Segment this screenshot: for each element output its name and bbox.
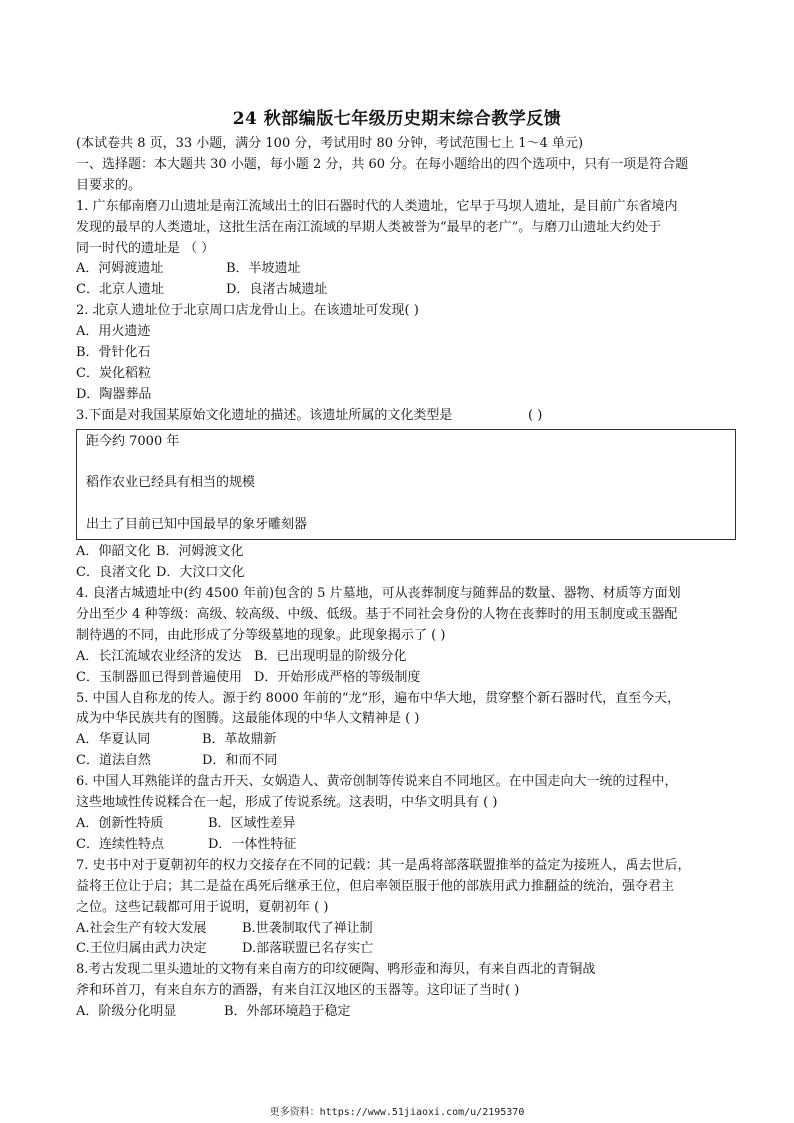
question-stem-line: 之位。这些记载都可用于说明，夏朝初年 ( ) bbox=[76, 899, 329, 915]
option-row bbox=[76, 668, 736, 689]
question-stem-line: 6. 中国人耳熟能详的盘古开天、女娲造人、黄帝创制等传说来自不同地区。在中国走向大一统的过程中， bbox=[76, 774, 678, 790]
option-b[interactable]: B．区域性差异 bbox=[208, 815, 296, 831]
box-line: 距今约 7000 年 bbox=[86, 433, 180, 449]
page-title: 24 秋部编版七年级历史期末综合教学反馈 bbox=[232, 109, 562, 129]
question-stem-line: 分出至少 4 种等级：高级、较高级、中级、低级。基于不同社会身份的人物在丧葬时的用玉制度或玉器配 bbox=[76, 606, 678, 622]
option-row bbox=[76, 280, 736, 301]
option-a[interactable]: A．长江流域农业经济的发达 bbox=[76, 648, 242, 664]
question-8 bbox=[76, 960, 736, 1023]
option-b[interactable]: B．外部环境趋于稳定 bbox=[224, 1004, 351, 1020]
answer-parenthesis: ( ) bbox=[528, 407, 543, 423]
question-2 bbox=[76, 301, 736, 406]
option-row bbox=[76, 542, 736, 563]
option-d[interactable]: D.部落联盟已名存实亡 bbox=[242, 941, 374, 957]
question-stem-line: 8.考古发现二里头遗址的文物有来自南方的印纹硬陶、鸭形壶和海贝，有来自西北的青铜战 bbox=[76, 962, 596, 978]
question-6 bbox=[76, 772, 736, 856]
option-b[interactable]: B.世袭制取代了禅让制 bbox=[242, 920, 373, 936]
question-stem-line: 5. 中国人自称龙的传人。源于约 8000 年前的“龙”形，遍布中华大地，贯穿整个新石器时代，直至今天， bbox=[76, 690, 681, 706]
option-row bbox=[76, 814, 736, 835]
option-d[interactable]: D．一体性特征 bbox=[208, 836, 297, 852]
option-a[interactable]: A．创新性特质 bbox=[76, 815, 164, 831]
exam-intro: (本试卷共 8 页，33 小题，满分 100 分，考试用时 80 分钟，考试范围七上 1～4 单元) bbox=[76, 136, 584, 151]
question-stem-line bbox=[76, 406, 736, 427]
option-d[interactable]: D．开始形成严格的等级制度 bbox=[254, 669, 421, 685]
option-a[interactable]: A．用火遗迹 bbox=[76, 324, 151, 340]
option-row bbox=[76, 939, 736, 960]
option-c[interactable]: C．炭化稻粒 bbox=[76, 365, 151, 381]
question-stem-line: 制待遇的不同，由此形成了分等级墓地的现象。此现象揭示了 ( ) bbox=[76, 627, 446, 643]
question-4 bbox=[76, 584, 736, 689]
question-stem-line: 1. 广东郁南磨刀山遗址是南江流域出土的旧石器时代的人类遗址，它早于马坝人遗址，是目前广东省境内 bbox=[76, 198, 678, 214]
question-7 bbox=[76, 856, 736, 961]
question-1 bbox=[76, 197, 736, 302]
question-stem-line: 斧和环首刀，有来自东方的酒器，有来自江汉地区的玉器等。这印证了当时( ) bbox=[76, 983, 520, 999]
question-5 bbox=[76, 689, 736, 773]
option-b[interactable]: B．骨针化石 bbox=[76, 345, 151, 361]
box-line: 出土了目前已知中国最早的象牙雕刻器 bbox=[86, 517, 308, 533]
question-stem-line: 成为中华民族共有的图腾。这最能体现的中华人文精神是 ( ) bbox=[76, 711, 420, 727]
option-a[interactable]: A．阶级分化明显 bbox=[76, 1004, 177, 1020]
question-stem-line: 7. 史书中对于夏朝初年的权力交接存在不同的记载：其一是禹将部落联盟推举的益定为接班人，禹去世后， bbox=[76, 857, 691, 873]
question-stem-line: 益将王位让于启；其二是益在禹死后继承王位，但启率领臣服于他的部族用武力推翻益的统治，强夺君主 bbox=[76, 878, 675, 894]
option-c[interactable]: C.王位归属由武力决定 bbox=[76, 941, 207, 957]
option-a[interactable]: A．仰韶文化 bbox=[76, 544, 151, 560]
box-line: 稻作农业已经具有相当的规模 bbox=[86, 475, 256, 491]
option-a[interactable]: A．华夏认同 bbox=[76, 732, 151, 748]
option-row bbox=[76, 751, 736, 772]
option-a[interactable]: A.社会生产有较大发展 bbox=[76, 920, 207, 936]
option-d[interactable]: D．陶器葬品 bbox=[76, 386, 152, 402]
option-row bbox=[76, 1002, 736, 1023]
question-stem-line: 同一时代的遗址是 （ ） bbox=[76, 240, 215, 256]
option-d[interactable]: D．良渚古城遗址 bbox=[226, 282, 328, 298]
option-b[interactable]: B．半坡遗址 bbox=[226, 261, 301, 277]
option-c[interactable]: C．北京人遗址 bbox=[76, 282, 164, 298]
option-row bbox=[76, 647, 736, 668]
option-c[interactable]: C．玉制器皿已得到普遍使用 bbox=[76, 669, 242, 685]
footer-source-link[interactable]: 更多资料：https://www.51jiaoxi.com/u/2195370 bbox=[269, 1107, 525, 1118]
option-b[interactable]: B．革故鼎新 bbox=[202, 732, 277, 748]
option-row bbox=[76, 563, 736, 584]
option-a[interactable]: A．河姆渡遗址 bbox=[76, 261, 164, 277]
question-stem-line: 2. 北京人遗址位于北京周口店龙骨山上。在该遗址可发现( ) bbox=[76, 303, 419, 319]
option-c[interactable]: C．连续性特点 bbox=[76, 836, 164, 852]
question-3 bbox=[76, 406, 736, 584]
option-b[interactable]: B．已出现明显的阶级分化 bbox=[254, 648, 407, 664]
question-stem-line: 发现的最早的人类遗址，这批生活在南江流域的早期人类被誉为“最早的老广”。与磨刀山遗址大约处于 bbox=[76, 219, 662, 235]
site-description-box bbox=[76, 429, 736, 541]
section-heading-line: 一、选择题：本大题共 30 小题，每小题 2 分，共 60 分。在每小题给出的四个选项中，只有一项是符合题 bbox=[76, 156, 689, 172]
option-row bbox=[76, 730, 736, 751]
option-d[interactable]: D．大汶口文化 bbox=[156, 565, 245, 581]
option-row bbox=[76, 919, 736, 940]
question-stem-line: 这些地域性传说糅合在一起，形成了传说系统。这表明，中华文明具有 ( ) bbox=[76, 795, 498, 811]
option-c[interactable]: C．道法自然 bbox=[76, 753, 151, 769]
option-d[interactable]: D．和而不同 bbox=[202, 753, 278, 769]
question-stem-line: 4. 良渚古城遗址中(约 4500 年前)包含的 5 片墓地，可从丧葬制度与随葬品的数量、器物、材质等方面划 bbox=[76, 586, 681, 601]
exam-content bbox=[76, 134, 736, 1023]
option-b[interactable]: B．河姆渡文化 bbox=[156, 544, 244, 560]
question-stem-text: 3.下面是对我国某原始文化遗址的描述。该遗址所属的文化类型是 bbox=[76, 407, 453, 423]
option-c[interactable]: C．良渚文化 bbox=[76, 565, 151, 581]
option-row bbox=[76, 259, 736, 280]
option-row bbox=[76, 835, 736, 856]
section-heading-line: 目要求的。 bbox=[76, 177, 142, 193]
